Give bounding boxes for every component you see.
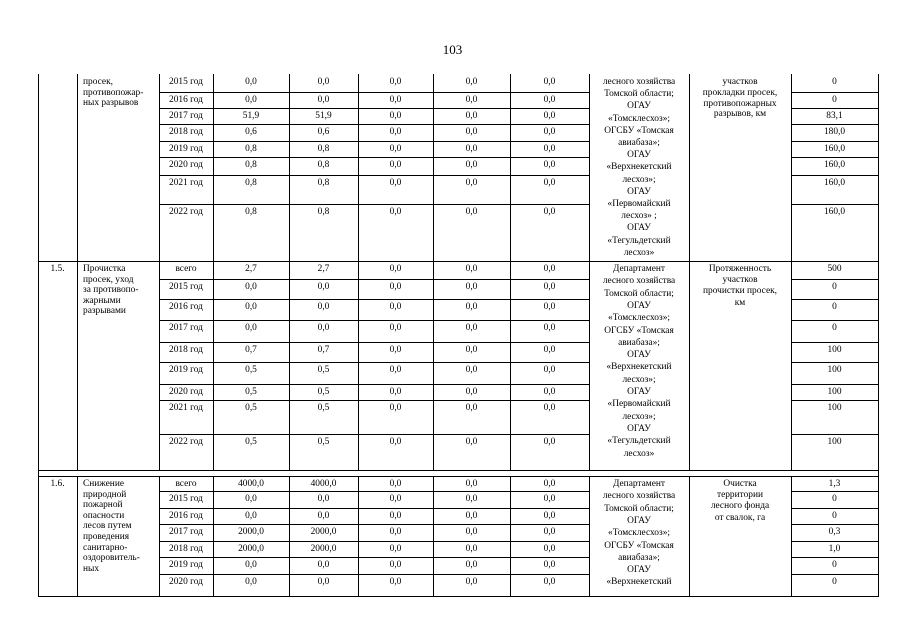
value-cell: 0,0 [389, 403, 402, 413]
executor-line: ОГАУ [627, 565, 651, 576]
value-cell: 2000,0 [310, 544, 337, 554]
value-cell: 51,9 [242, 111, 260, 121]
measure-name-line: разрывами [83, 306, 126, 317]
block-separator [38, 261, 879, 262]
measure-name-line: санитарно- [83, 542, 128, 553]
value-cell: 0,0 [389, 302, 402, 312]
value-cell: 0,0 [465, 494, 478, 504]
value-cell: 0,0 [245, 302, 257, 312]
executor-line: «Тегульдетский [607, 235, 671, 246]
indicator-value-cell: 180,0 [823, 127, 846, 137]
year-cell: 2016 год [169, 302, 203, 312]
indicator-name-line: прокладки просек, [702, 87, 778, 98]
value-cell: 0,0 [543, 144, 556, 154]
row-rule [159, 108, 589, 109]
executor-line: ОГАУ [627, 350, 651, 361]
value-cell: 0,0 [389, 365, 402, 375]
row-rule [159, 141, 589, 142]
value-cell: 0,0 [389, 77, 402, 87]
indicator-row-rule [791, 204, 878, 205]
value-cell: 0,0 [465, 479, 478, 489]
year-cell: 2018 год [169, 544, 203, 554]
year-cell: 2022 год [169, 207, 203, 217]
indicator-row-rule [791, 124, 878, 125]
value-cell: 0,0 [543, 544, 556, 554]
value-cell: 0,0 [543, 77, 556, 87]
executor-line: ОГАУ [627, 423, 651, 434]
executor-line: Томской области; [604, 89, 674, 100]
measure-name-line: лесов путем [83, 521, 132, 532]
value-cell: 0,0 [389, 511, 402, 521]
indicator-row-rule [791, 141, 878, 142]
executor-line: «Верхнекетский [606, 162, 672, 173]
value-cell: 0,0 [317, 95, 330, 105]
indicator-row-rule [791, 362, 878, 363]
value-cell: 0,0 [389, 264, 402, 274]
value-cell: 0,0 [465, 577, 478, 587]
value-cell: 0,0 [543, 127, 556, 137]
value-cell: 0,0 [465, 282, 478, 292]
executor-line: Департамент [613, 264, 665, 274]
value-cell: 0,5 [245, 387, 257, 397]
value-cell: 0,0 [543, 345, 556, 355]
value-cell: 0,0 [245, 560, 257, 570]
indicator-value-cell: 1,0 [828, 544, 841, 554]
indicator-value-cell: 500 [827, 264, 842, 274]
indicator-row-rule [791, 320, 878, 321]
value-cell: 0,0 [389, 207, 402, 217]
value-cell: 0,0 [465, 403, 478, 413]
value-cell: 0,0 [543, 111, 556, 121]
value-cell: 0,8 [245, 160, 257, 170]
indicator-value-cell: 160,0 [823, 160, 846, 170]
executor-line: ОГАУ [627, 150, 651, 161]
indicator-row-rule [791, 279, 878, 280]
table-border-bottom [38, 596, 879, 597]
value-cell: 0,0 [543, 323, 556, 333]
year-cell: 2020 год [169, 160, 203, 170]
value-cell: 0,0 [389, 127, 402, 137]
year-cell: 2015 год [169, 494, 203, 504]
row-rule [159, 491, 589, 492]
value-cell: 0,0 [389, 160, 402, 170]
indicator-value-cell: 0,3 [828, 527, 841, 537]
value-cell: 0,0 [317, 560, 330, 570]
value-cell: 0,0 [465, 560, 478, 570]
value-cell: 0,0 [543, 577, 556, 587]
executor-line: «Первомайский [607, 399, 671, 410]
indicator-value-cell: 0 [832, 77, 837, 87]
indicator-row-rule [791, 92, 878, 93]
measure-name-line: ных [83, 563, 100, 574]
executor-line: «Первомайский [607, 199, 671, 209]
indicator-row-rule [791, 175, 878, 176]
value-cell: 0,0 [389, 527, 402, 537]
year-cell: 2019 год [169, 365, 203, 375]
value-cell: 2000,0 [238, 527, 264, 537]
indicator-value-cell: 0 [832, 560, 837, 570]
value-cell: 0,0 [465, 264, 478, 274]
value-cell: 4000,0 [310, 479, 337, 489]
executor-line: ОГАУ [627, 300, 651, 311]
value-cell: 0,0 [543, 264, 556, 274]
page-number: 103 [442, 42, 463, 57]
value-cell: 0,0 [465, 144, 478, 154]
value-cell: 2000,0 [310, 527, 337, 537]
executor-line: лесхоз» [623, 448, 655, 459]
value-cell: 0,0 [543, 365, 556, 375]
row-rule [159, 362, 589, 363]
indicator-name-line: участков [722, 77, 758, 87]
value-cell: 0,0 [543, 207, 556, 217]
value-cell: 0,0 [389, 479, 402, 489]
indicator-name-line: лесного фонда [710, 501, 770, 512]
indicator-row-rule [791, 384, 878, 385]
value-cell: 0,5 [245, 365, 257, 375]
indicator-row-rule [791, 299, 878, 300]
value-cell: 0,0 [317, 302, 330, 312]
measure-name-line: Снижение [83, 479, 124, 489]
value-cell: 0,8 [245, 144, 257, 154]
row-rule [159, 175, 589, 176]
executor-line: ОГАУ [627, 515, 651, 526]
value-cell: 0,0 [465, 511, 478, 521]
value-cell: 0,0 [245, 95, 257, 105]
executor-line: ОГСБУ «Томская [604, 125, 674, 136]
row-rule [159, 279, 589, 280]
value-cell: 2,7 [317, 264, 330, 274]
executor-line: лесхоз» [623, 247, 655, 258]
executor-line: ОГАУ [627, 186, 651, 197]
value-cell: 0,5 [245, 437, 257, 447]
executor-line: «Томсклесхоз»; [608, 313, 670, 324]
executor-line: лесхоз»; [622, 411, 656, 422]
measure-name-line: Прочистка [83, 264, 126, 274]
table-border-left [38, 74, 39, 596]
value-cell: 0,0 [543, 95, 556, 105]
value-cell: 0,0 [389, 323, 402, 333]
block-separator [38, 470, 879, 471]
value-cell: 0,0 [465, 207, 478, 217]
executor-line: лесхоз»; [622, 374, 656, 385]
value-cell: 0,0 [465, 302, 478, 312]
indicator-name-line: территории [716, 490, 764, 501]
indicator-value-cell: 0 [832, 511, 837, 521]
indicator-row-rule [791, 108, 878, 109]
value-cell: 0,0 [245, 494, 257, 504]
measure-name-line: противопожар- [83, 87, 144, 98]
value-cell: 0,8 [317, 144, 330, 154]
indicator-value-cell: 0 [832, 95, 837, 105]
value-cell: 0,0 [389, 437, 402, 447]
indicator-value-cell: 0 [832, 494, 837, 504]
value-cell: 0,0 [245, 282, 257, 292]
indicator-name-line: Очистка [723, 479, 757, 489]
indicator-value-cell: 0 [832, 323, 837, 333]
row-rule [159, 384, 589, 385]
value-cell: 0,8 [317, 207, 330, 217]
value-cell: 0,0 [465, 160, 478, 170]
executor-line: ОГАУ [627, 101, 651, 112]
year-cell: 2016 год [169, 95, 203, 105]
year-cell: 2016 год [169, 511, 203, 521]
value-cell: 0,0 [543, 282, 556, 292]
value-cell: 0,7 [245, 345, 257, 355]
indicator-name-line: участков [722, 275, 758, 286]
indicator-row-rule [791, 541, 878, 542]
measure-name-line: просек, уход [83, 274, 134, 285]
value-cell: 0,8 [317, 160, 330, 170]
value-cell: 0,0 [389, 544, 402, 554]
value-cell: 0,0 [543, 511, 556, 521]
value-cell: 0,0 [245, 77, 257, 87]
value-cell: 0,5 [317, 437, 330, 447]
executor-line: лесного хозяйства [602, 77, 676, 87]
value-cell: 0,0 [389, 387, 402, 397]
value-cell: 0,0 [245, 511, 257, 521]
value-cell: 0,0 [389, 144, 402, 154]
year-cell: всего [175, 264, 197, 274]
year-cell: 2017 год [169, 111, 203, 121]
year-cell: 2021 год [169, 178, 203, 188]
measure-number: 1.6. [50, 479, 65, 489]
value-cell: 0,0 [543, 560, 556, 570]
value-cell: 0,0 [317, 323, 330, 333]
value-cell: 0,0 [389, 178, 402, 188]
value-cell: 2,7 [245, 264, 257, 274]
value-cell: 0,8 [245, 178, 257, 188]
indicator-value-cell: 100 [827, 403, 842, 413]
executor-line: лесного хозяйства [602, 276, 676, 287]
indicator-row-rule [791, 157, 878, 158]
executor-line: авиабаза»; [618, 552, 660, 563]
value-cell: 0,5 [317, 365, 330, 375]
executor-line: авиабаза»; [618, 138, 660, 148]
row-rule [159, 342, 589, 343]
value-cell: 0,0 [317, 494, 330, 504]
year-cell: 2017 год [169, 527, 203, 537]
value-cell: 0,0 [543, 437, 556, 447]
value-cell: 0,0 [465, 323, 478, 333]
measure-name-line: пожарной [83, 500, 123, 511]
executor-line: лесхоз» ; [621, 211, 657, 222]
year-cell: 2018 год [169, 345, 203, 355]
year-cell: всего [175, 479, 197, 489]
indicator-row-rule [791, 491, 878, 492]
table-border-right [878, 74, 879, 596]
value-cell: 0,0 [465, 345, 478, 355]
indicator-value-cell: 0 [832, 282, 837, 292]
value-cell: 0,0 [465, 77, 478, 87]
value-cell: 0,0 [543, 387, 556, 397]
row-rule [159, 524, 589, 525]
indicator-value-cell: 0 [832, 577, 837, 587]
executor-line: «Тегульдетский [607, 436, 671, 447]
column-rule [77, 261, 78, 470]
executor-line: ОГАУ [627, 387, 651, 397]
executor-line: Департамент [613, 479, 665, 489]
row-rule [159, 124, 589, 125]
indicator-value-cell: 100 [827, 437, 842, 447]
value-cell: 0,6 [317, 127, 330, 137]
row-rule [159, 557, 589, 558]
indicator-value-cell: 100 [827, 365, 842, 375]
measure-number: 1.5. [50, 264, 65, 274]
value-cell: 0,0 [465, 387, 478, 397]
row-rule [159, 92, 589, 93]
executor-line: авиабаза»; [618, 337, 660, 348]
value-cell: 0,5 [317, 403, 330, 413]
value-cell: 0,0 [389, 111, 402, 121]
value-cell: 0,0 [245, 323, 257, 333]
indicator-row-rule [791, 524, 878, 525]
indicator-name-line: разрывов, км [713, 109, 767, 120]
indicator-name-line: прочистки просек, [702, 286, 778, 297]
value-cell: 0,0 [543, 494, 556, 504]
value-cell: 4000,0 [238, 479, 264, 489]
year-cell: 2015 год [169, 282, 203, 292]
value-cell: 0,0 [465, 365, 478, 375]
indicator-row-rule [791, 342, 878, 343]
executor-line: «Верхнекетский [606, 362, 672, 373]
executor-line: лесхоз»; [622, 174, 656, 185]
value-cell: 0,0 [465, 95, 478, 105]
value-cell: 0,0 [465, 527, 478, 537]
row-rule [159, 434, 589, 435]
measure-name-line: опасности [83, 510, 125, 521]
value-cell: 0,0 [317, 77, 330, 87]
executor-line: ОГСБУ «Томская [604, 325, 674, 336]
executor-line: «Верхнекетский [606, 577, 672, 588]
year-cell: 2017 год [169, 323, 203, 333]
year-cell: 2018 год [169, 127, 203, 137]
indicator-value-cell: 160,0 [823, 144, 846, 154]
year-cell: 2020 год [169, 387, 203, 397]
executor-line: ОГАУ [627, 223, 651, 234]
value-cell: 0,0 [543, 178, 556, 188]
indicator-row-rule [791, 434, 878, 435]
executor-line: ОГСБУ «Томская [604, 540, 674, 551]
value-cell: 0,6 [245, 127, 257, 137]
indicator-row-rule [791, 574, 878, 575]
value-cell: 0,0 [317, 511, 330, 521]
indicator-row-rule [791, 400, 878, 401]
indicator-value-cell: 100 [827, 345, 842, 355]
measure-name-line: просек, [83, 77, 113, 87]
value-cell: 0,0 [389, 560, 402, 570]
value-cell: 2000,0 [238, 544, 264, 554]
measure-name-line: оздоровитель- [83, 553, 140, 564]
value-cell: 0,0 [465, 127, 478, 137]
value-cell: 0,0 [317, 282, 330, 292]
row-rule [159, 299, 589, 300]
indicator-name-line: от свалок, га [714, 512, 766, 523]
value-cell: 0,0 [317, 577, 330, 587]
value-cell: 0,0 [543, 302, 556, 312]
value-cell: 0,0 [465, 437, 478, 447]
value-cell: 51,9 [315, 111, 332, 121]
value-cell: 0,0 [465, 178, 478, 188]
indicator-value-cell: 160,0 [823, 207, 846, 217]
year-cell: 2015 год [169, 77, 203, 87]
indicator-value-cell: 83,1 [826, 111, 843, 121]
value-cell: 0,0 [389, 282, 402, 292]
indicator-value-cell: 1,3 [828, 479, 841, 489]
value-cell: 0,0 [543, 160, 556, 170]
executor-line: «Томсклесхоз»; [608, 528, 670, 539]
indicator-name-line: противопожарных [703, 98, 777, 109]
year-cell: 2021 год [169, 403, 203, 413]
value-cell: 0,0 [245, 577, 257, 587]
value-cell: 0,0 [465, 111, 478, 121]
measure-name-line: за противопо- [83, 285, 139, 296]
value-cell: 0,0 [389, 494, 402, 504]
executor-line: «Томсклесхоз»; [608, 113, 670, 124]
measure-name-line: ных разрывов [83, 98, 139, 109]
row-rule [159, 320, 589, 321]
row-rule [159, 508, 589, 509]
indicator-row-rule [791, 557, 878, 558]
value-cell: 0,0 [389, 95, 402, 105]
row-rule [159, 400, 589, 401]
executor-line: лесного хозяйства [602, 491, 676, 502]
executor-line: Томской области; [604, 288, 674, 299]
indicator-name-line: км [734, 297, 746, 308]
value-cell: 0,5 [317, 387, 330, 397]
row-rule [159, 574, 589, 575]
row-rule [159, 541, 589, 542]
measure-name-line: природной [83, 489, 127, 500]
value-cell: 0,0 [389, 577, 402, 587]
measure-name-line: жарными [83, 295, 121, 306]
value-cell: 0,0 [543, 527, 556, 537]
row-rule [159, 157, 589, 158]
value-cell: 0,8 [245, 207, 257, 217]
value-cell: 0,7 [317, 345, 330, 355]
row-rule [159, 204, 589, 205]
indicator-value-cell: 0 [832, 302, 837, 312]
value-cell: 0,0 [543, 479, 556, 489]
indicator-name-line: Протяженность [708, 264, 772, 274]
year-cell: 2019 год [169, 144, 203, 154]
value-cell: 0,5 [245, 403, 257, 413]
year-cell: 2019 год [169, 560, 203, 570]
measure-name-line: проведения [83, 532, 130, 542]
executor-line: Томской области; [604, 503, 674, 514]
indicator-value-cell: 100 [827, 387, 842, 397]
year-cell: 2022 год [169, 437, 203, 447]
value-cell: 0,0 [543, 403, 556, 413]
column-rule [77, 476, 78, 596]
value-cell: 0,0 [389, 345, 402, 355]
block-separator [38, 476, 879, 477]
indicator-value-cell: 160,0 [823, 178, 846, 188]
indicator-row-rule [791, 508, 878, 509]
value-cell: 0,0 [465, 544, 478, 554]
value-cell: 0,8 [317, 178, 330, 188]
column-rule [77, 74, 78, 261]
year-cell: 2020 год [169, 577, 203, 587]
